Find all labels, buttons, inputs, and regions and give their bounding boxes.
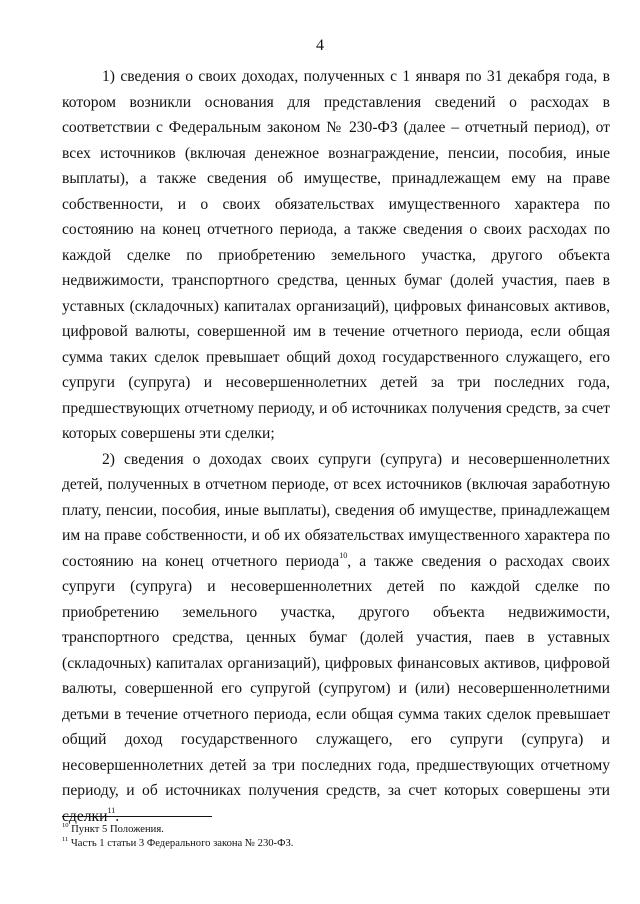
- paragraph-2-text-b: , а также сведения о расходах своих супруги (супруга) и несовершеннолетних детей по каждой сделке по приобретению земельного участка, другого объекта недвижимости, транспортного средства, ценных бумаг (долей участия, паев в уставных (складочных) капиталах организаций), цифровых финансовых активов, цифровой валюты, совершенной его супругой (супругом) и (или) несовершеннолетними детьми в течение отчетного периода, если общая сумма таких сделок превышает общий доход государственного служащего, его супруги (супруга) и несовершеннолетних детей за три последних года, предшествующих отчетному периоду, и об источниках получения средств, за счет которых совершены эти сделки: [62, 552, 610, 825]
- paragraph-2-text-c: .: [115, 807, 120, 825]
- paragraph-1: 1) сведения о своих доходах, полученных с 1 января по 31 декабря года, в котором возникли основания для представления сведений о расходах в соответствии с Федеральным законом № 230-ФЗ (далее – отчетный период), от всех источников (включая денежное вознаграждение, пенсии, пособия, иные выплаты), а также сведения об имуществе, принадлежащем ему на праве собственности, и о своих обязательствах имущественного характера по состоянию на конец отчетного периода, а также сведения о своих расходах по каждой сделке по приобретению земельного участка, другого объекта недвижимости, транспортного средства, ценных бумаг (долей участия, паев в уставных (складочных) капиталах организаций), цифровых финансовых активов, цифровой валюты, совершенной им в течение отчетного периода, если общая сумма таких сделок превышает общий доход государственного служащего, его супруги (супруга) и несовершеннолетних детей за три последних года, предшествующих отчетному периоду, и об источниках получения средств, за счет которых совершены эти сделки;: [62, 68, 610, 442]
- footnote-ref-10[interactable]: 10: [339, 551, 348, 561]
- paragraph-2: [62, 447, 610, 830]
- footnote-mark: 10: [62, 822, 69, 830]
- footnote-10: [62, 823, 610, 837]
- footnote-text: Часть 1 статьи 3 Федерального закона № 230-ФЗ.: [68, 838, 294, 849]
- footnote-text: Пункт 5 Положения.: [68, 824, 164, 835]
- page-number: 4: [316, 37, 324, 54]
- footnotes: [62, 823, 610, 851]
- paragraph-2-text-a: 2) сведения о доходах своих супруги (супруга) и несовершеннолетних детей, полученных в отчетном периоде, от всех источников (включая заработную плату, пенсии, пособия, иные выплаты), сведения об имуществе, принадлежащем им на праве собственности, и об их обязательствах имущественного характера по состоянию на конец отчетного периода: [62, 450, 610, 570]
- footnote-ref-11[interactable]: 11: [107, 806, 116, 816]
- footnote-separator: [62, 816, 212, 817]
- footnote-mark: 11: [62, 836, 69, 844]
- document-body: [62, 64, 610, 829]
- footnote-11: [62, 837, 610, 851]
